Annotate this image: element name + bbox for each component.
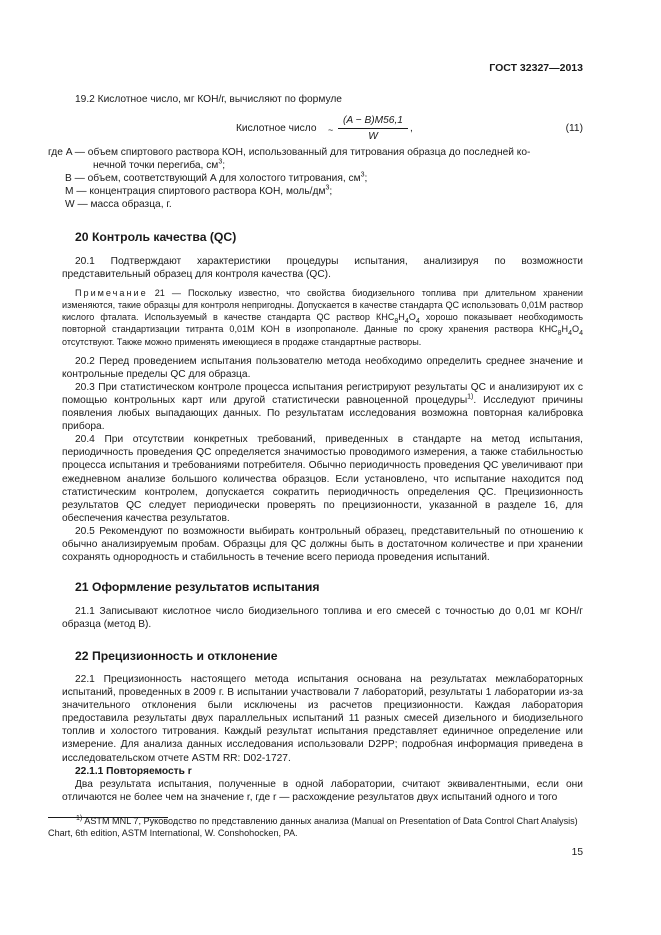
paragraph-20-4: 20.4 При отсутствии конкретных требований, приведенных в стандарте на метод испытания, периодичность проведения QC определяется значимостью проводимого измерения, а также стабильностью процесса испытания и требованиями потребителя. Обычно периодичность проведения QC увеличивают при ежедневном анализе большого количества образцов. Если установлено, что испытание находится под статистическим контролем, допускается сократить периодичность определения QC. Прецизионность результатов QC следует периодически проверять по прецизионности, указанной в разделе 16, для обеспечения качества результатов. — [62, 434, 583, 524]
formula-comma: , — [410, 123, 413, 134]
paragraph-20-2: 20.2 Перед проведением испытания пользователю метода необходимо определить среднее значение и контрольные пределы QC для образца. — [62, 355, 583, 380]
formula-tilde: ~ — [328, 125, 334, 135]
section-22-body — [62, 673, 583, 804]
paragraph-22-1-1: Два результата испытания, полученные в одной лаборатории, считают эквивалентными, если они отличаются не более чем на значение r, где r — расхождение результатов двух испытаний одного и того — [62, 778, 583, 803]
standard-header: ГОСТ 32327—2013 — [489, 62, 583, 74]
paragraph-20-5: 20.5 Рекомендуют по возможности выбирать контрольный образец, представительный по отношению к обычно анализируемым пробам. Образцы для QC должны быть в достаточном количестве и при хранении сохранять однородность и стабильность в течение всего периода проведения испытаний. — [62, 525, 583, 564]
formula-number: (11) — [565, 123, 583, 134]
section-20-body — [62, 255, 583, 564]
section-21-heading: 21 Оформление результатов испытания — [75, 580, 320, 594]
paragraph-20-3: 20.3 При статистическом контроле процесса испытания регистрируют результаты QC и анализируют их с помощью контрольных карт или другой статистически равноценной процедуры$^{1)}$. Исследуют причины появления любых выпадающих данных. По результатам исследования возможна повторная калибровка прибора. — [62, 381, 583, 433]
formula-fraction — [338, 114, 408, 143]
section-20-heading: 20 Контроль качества (QC) — [75, 230, 237, 244]
paragraph-22-1: 22.1 Прецизионность настоящего метода испытания основана на результатах межлабораторных испытаний, проведенных в 2009 г. В испытании участвовали 7 лабораторий, результаты 1 лаборатории из-за значительного отклонения были исключены из расчетов прецизионности. Каждая лаборатория предоставила результаты двух параллельных испытаний 11 разных смесей дизельного и биодизельного топлив и холостого титрования. Каждый результат испытания представляет единичное определение или измерение. Для анализа данных исследования использовали D2PP; подробная информация приведена в исследовательском отчете ASTM RR: D02-1727. — [62, 674, 583, 764]
paragraph-21-1: 21.1 Записывают кислотное число биодизельного топлива и его смесей с точностью до 0,01 мг КОН/г образца (метод В). — [62, 606, 583, 631]
definition-m: M — концентрация спиртового раствора КОН, моль/$дм^3$; — [65, 184, 333, 198]
section-21-body — [62, 605, 583, 631]
page-number: 15 — [571, 847, 583, 858]
subsection-22-1-1-title: 22.1.1 Повторяемость r — [75, 765, 192, 777]
formula-numerator: (A − B)M56,1 — [338, 114, 408, 129]
section-22-heading: 22 Прецизионность и отклонение — [75, 649, 278, 663]
formula-denominator: W — [368, 131, 378, 143]
formula-11 — [62, 114, 583, 144]
footnote: $^{1)}$ ASTM MNL 7, Руководство по представлению данных анализа (Manual on Presentation of Data Control Chart Analysis) Chart, 6th edition, ASTM International, W. Conshohocken, PA. — [48, 814, 578, 839]
formula-label: Кислотное число — [236, 123, 317, 134]
definition-w: W — масса образца, г. — [65, 199, 172, 211]
paragraph-20-1: 20.1 Подтверждают характеристики процедуры испытания, анализируя по возможности представительный образец для контроля качества (QC). — [62, 256, 583, 281]
definition-a-cont: нечной точки перегиба, $см^3$; — [93, 158, 226, 172]
variable-definitions — [48, 146, 583, 211]
paragraph-19-2: 19.2 Кислотное число, мг КОН/г, вычисляют по формуле — [75, 94, 342, 105]
note-21: Примечание 21 — Поскольку известно, что свойства биодизельного топлива при длительном хранении изменяются, такие образцы для контроля непригодны. Допускается в качестве стандарта QC использовать 0,01М раствор кислого фталата. Используемый в качестве стандарта QC раствор $КНС_8Н_4О_4$ хорошо показывает необходимость повторной стандартизации титранта 0,01М КОН в изопропаноле. Данные по сроку хранения раствора $КНС_8Н_4О_4$ отсутствуют. Также можно применять имеющиеся в продаже стандартные растворы. — [62, 288, 583, 347]
definition-b: B — объем, соответствующий A для холостого титрования, $см^3$; — [65, 171, 368, 185]
definition-a: где A — объем спиртового раствора КОН, использованный для титрования образца до последней ко- — [48, 147, 531, 158]
